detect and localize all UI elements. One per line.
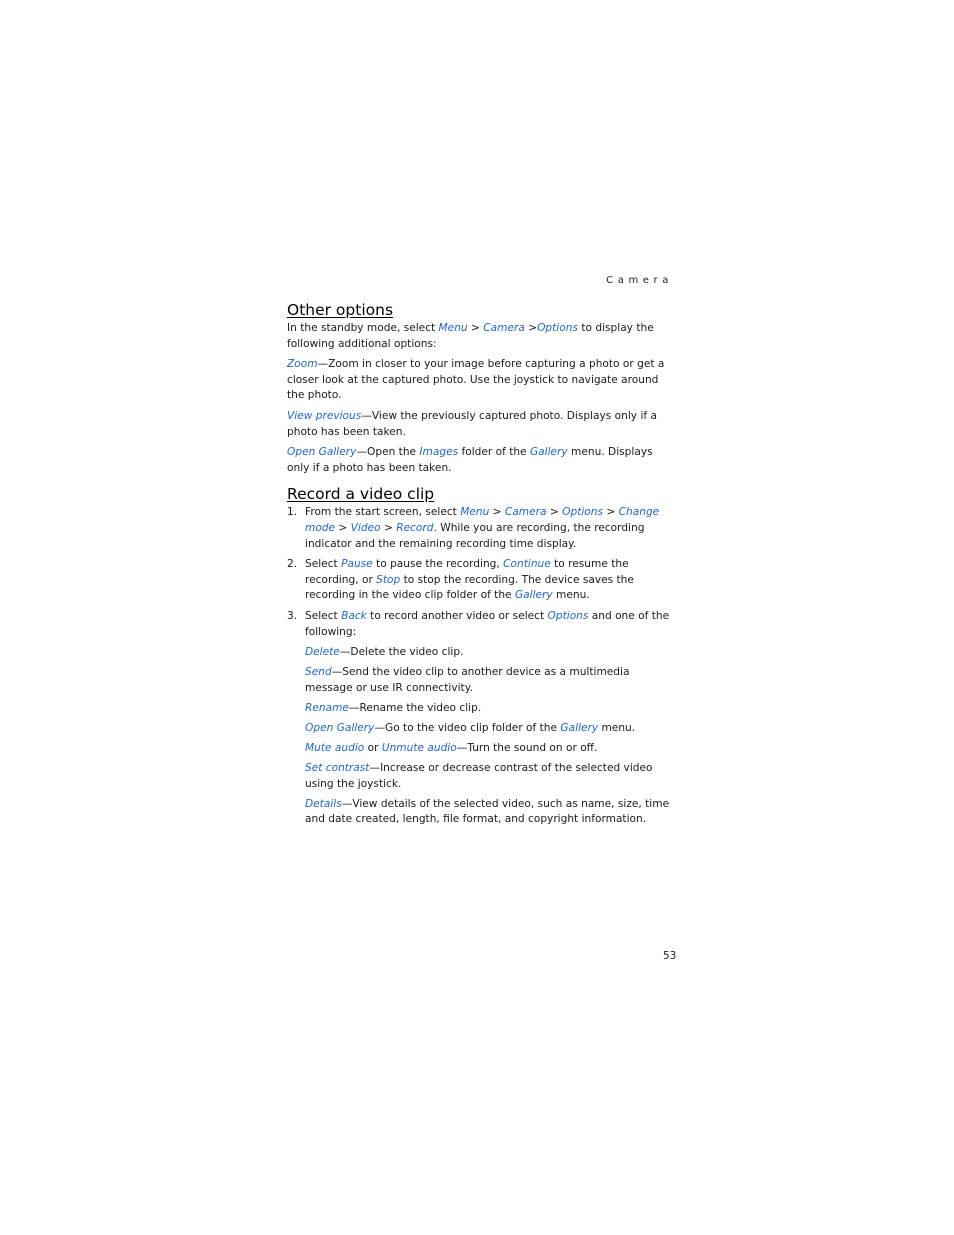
ui-term-menu: Menu: [460, 506, 490, 519]
sub-details: Details—View details of the selected video, such as name, size, time and date created, length, file format, and copyright information.: [305, 797, 670, 826]
step-2: 2. Select Pause to pause the recording, Continue to resume the recording, or Stop to stop the recording. The device saves the recording in the video clip folder of the Gallery menu.: [287, 558, 634, 602]
ui-term-set-contrast: Set contrast: [305, 762, 370, 775]
ui-term-pause: Pause: [341, 558, 373, 571]
sub-set-contrast: Set contrast—Increase or decrease contrast of the selected video using the joystick.: [305, 762, 653, 790]
ui-term-zoom: Zoom: [287, 358, 318, 371]
ui-term-send: Send: [305, 666, 332, 679]
ui-term-details: Details: [305, 797, 342, 810]
ui-term-gallery: Gallery: [560, 721, 599, 734]
ui-term-record: Record: [396, 521, 434, 534]
sub-rename: Rename—Rename the video clip.: [305, 701, 482, 714]
ui-term-gallery: Gallery: [529, 446, 568, 459]
option-open-gallery: Open Gallery—Open the Images folder of the Gallery menu. Displays only if a photo has been taken.: [287, 446, 653, 474]
sub-mute-audio: Mute audio or Unmute audio—Turn the sound on or off.: [305, 742, 598, 755]
page-content: [287, 299, 677, 833]
ui-term-options: Options: [562, 506, 603, 519]
heading-record-video: Record a video clip: [287, 485, 435, 504]
other-options-intro: In the standby mode, select Menu > Camera >Options to display the following additional options:: [287, 322, 654, 350]
step-1: 1. From the start screen, select Menu > Camera > Options > Change mode > Video > Record. While you are recording, the recording indicator and the remaining recording time display.: [287, 506, 660, 550]
ui-term-rename: Rename: [305, 701, 349, 714]
record-steps: [287, 505, 677, 640]
step-3-suboptions: [287, 645, 677, 828]
ui-term-options: Options: [537, 322, 578, 334]
option-view-previous: View previous—View the previously captured photo. Displays only if a photo has been taken.: [287, 409, 657, 438]
ui-term-continue: Continue: [503, 558, 551, 571]
page-number: 53: [663, 950, 677, 962]
running-head: Camera: [606, 275, 673, 286]
ui-term-open-gallery: Open Gallery: [287, 446, 357, 459]
ui-term-mute-audio: Mute audio: [305, 742, 365, 755]
step-3: 3. Select Back to record another video or select Options and one of the following:: [287, 609, 670, 638]
step-number: 1.: [287, 506, 298, 519]
ui-term-options: Options: [547, 609, 589, 622]
sub-open-gallery: Open Gallery—Go to the video clip folder of the Gallery menu.: [305, 721, 636, 734]
option-zoom: Zoom—Zoom in closer to your image before capturing a photo or get a closer look at the captured photo. Use the joystick to navigate around the photo.: [287, 358, 665, 402]
ui-term-back: Back: [341, 609, 367, 622]
ui-term-camera: Camera: [483, 322, 525, 334]
ui-term-delete: Delete: [305, 646, 340, 659]
ui-term-images: Images: [419, 446, 459, 459]
heading-other-options: Other options: [287, 301, 394, 319]
sub-delete: Delete—Delete the video clip.: [305, 646, 464, 659]
sub-send: Send—Send the video clip to another device as a multimedia message or use IR connectivity.: [305, 666, 630, 694]
step-number: 2.: [287, 558, 298, 571]
ui-term-change-mode: Change mode: [305, 506, 660, 534]
ui-term-camera: Camera: [504, 506, 547, 519]
ui-term-view-previous: View previous: [287, 409, 362, 422]
ui-term-menu: Menu: [438, 322, 468, 334]
ui-term-gallery: Gallery: [514, 589, 553, 602]
ui-term-open-gallery: Open Gallery: [305, 721, 375, 734]
ui-term-video: Video: [350, 521, 381, 534]
step-number: 3.: [287, 609, 298, 622]
ui-term-stop: Stop: [376, 573, 401, 586]
ui-term-unmute-audio: Unmute audio: [381, 742, 457, 755]
